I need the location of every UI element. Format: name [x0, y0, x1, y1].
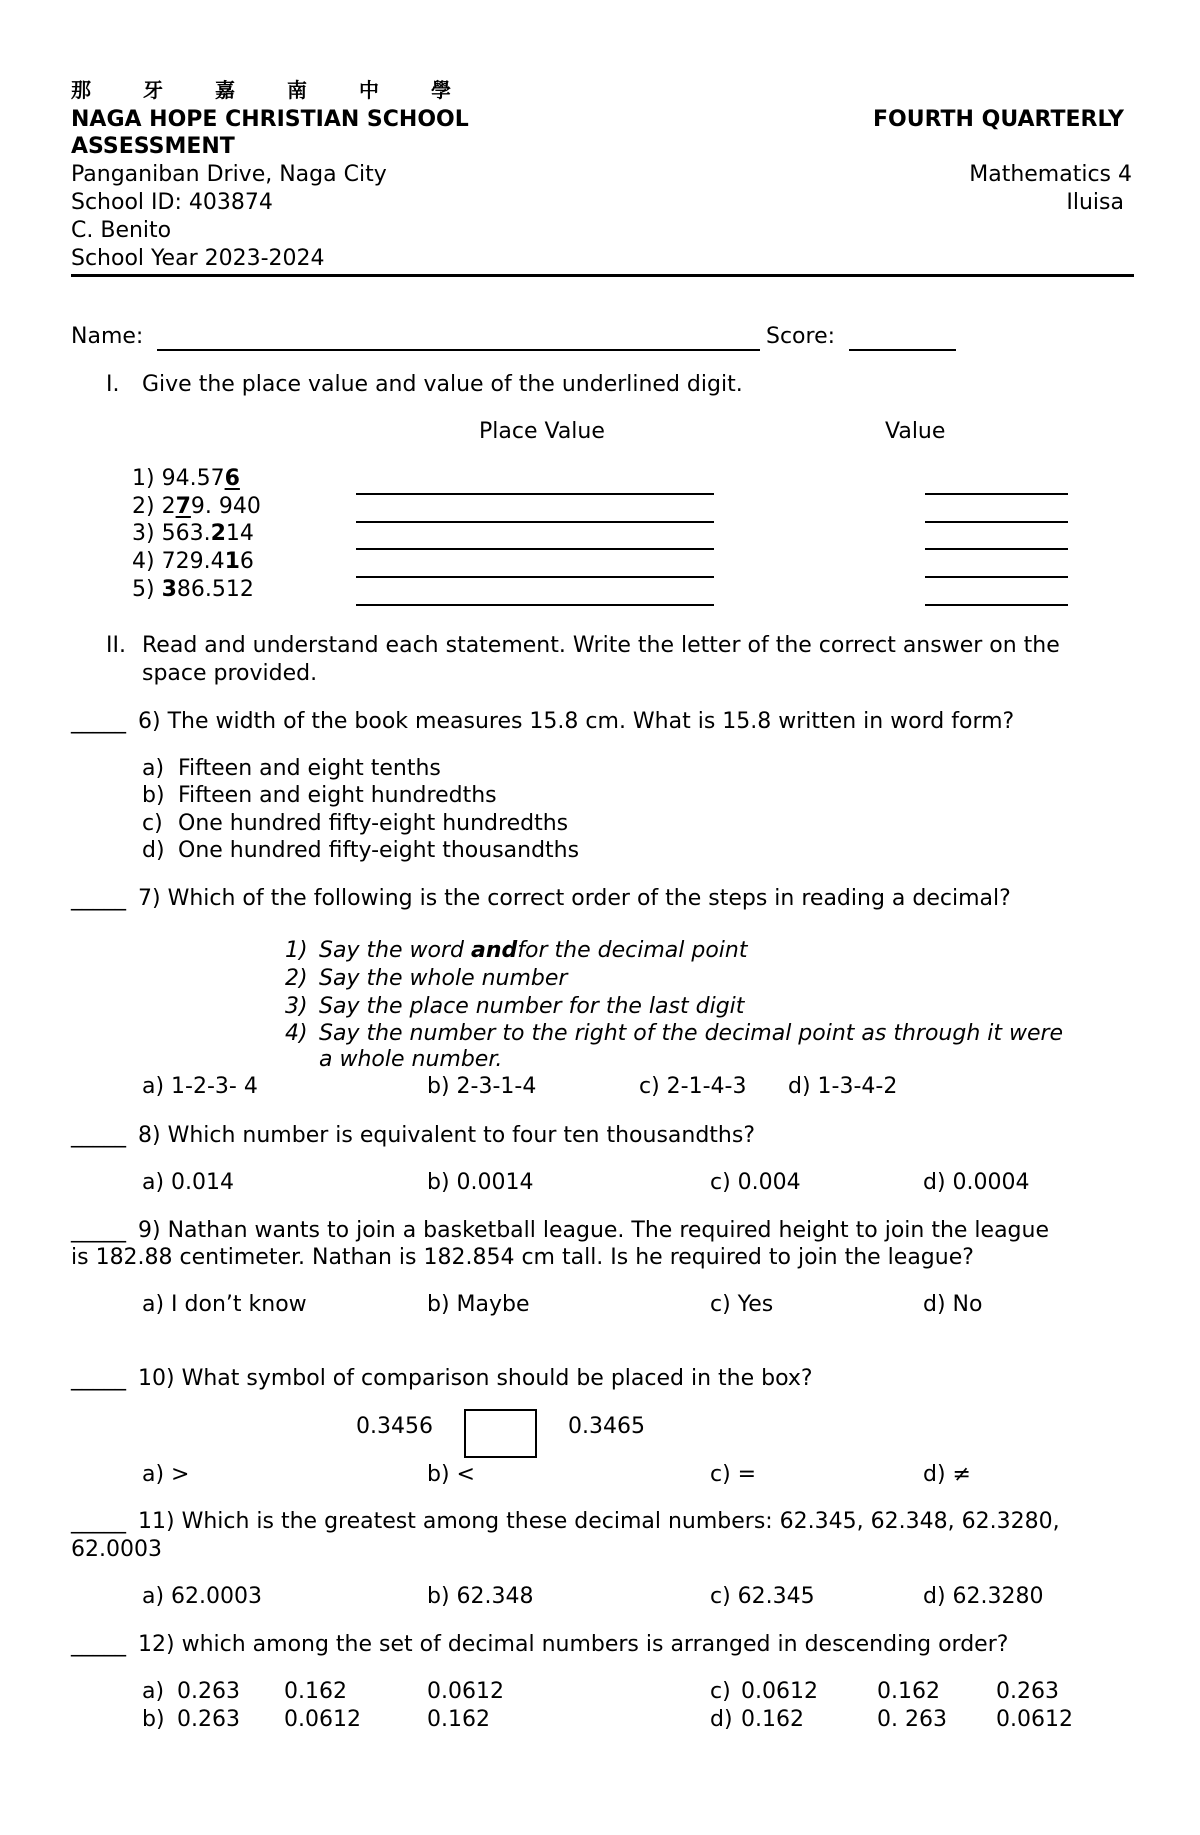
- option-text: One hundred fifty-eight hundredths: [178, 811, 569, 836]
- item-number: 4): [132, 549, 155, 574]
- q12-answer-blank[interactable]: _____: [71, 1632, 126, 1657]
- q9-text-cont: is 182.88 centimeter. Nathan is 182.854 cm tall. Is he required to join the league?: [71, 1245, 974, 1270]
- subject: Mathematics 4: [969, 162, 1132, 187]
- option-letter: c): [710, 1679, 731, 1704]
- step-text: Say the number to the right of the decimal point as through it were: [319, 1021, 1064, 1046]
- quarter-label: FOURTH QUARTERLY: [873, 107, 1124, 132]
- q7-option-c: c) 2-1-4-3: [639, 1074, 747, 1099]
- score-field[interactable]: [849, 349, 956, 351]
- option-value: 0.263: [177, 1707, 240, 1732]
- step-number: 1): [285, 938, 308, 963]
- option-value: 0.162: [741, 1707, 804, 1732]
- school-year: School Year 2023-2024: [71, 246, 325, 271]
- place-value-header: Place Value: [479, 419, 605, 444]
- value-blank[interactable]: [925, 576, 1068, 578]
- step-number: 3): [285, 994, 308, 1019]
- place-value-blank[interactable]: [356, 604, 714, 606]
- q9-answer-blank[interactable]: _____: [71, 1218, 126, 1243]
- chinese-char: 南: [287, 78, 307, 102]
- q7-step-continued: a whole number.: [319, 1047, 503, 1072]
- q7-option-a: a) 1-2-3- 4: [142, 1074, 258, 1099]
- part2-instruction-cont: space provided.: [142, 661, 318, 686]
- item-number: 5): [132, 577, 155, 602]
- q10-left-value: 0.3456: [356, 1414, 433, 1439]
- q7-option-b: b) 2-3-1-4: [427, 1074, 537, 1099]
- list-item: [132, 520, 254, 548]
- chinese-char: 嘉: [215, 78, 235, 102]
- value-blank[interactable]: [925, 604, 1068, 606]
- step-number: 4): [285, 1021, 308, 1046]
- option-value: 0.162: [877, 1679, 940, 1704]
- item-number: 3): [132, 521, 155, 546]
- q12-text: 12) which among the set of decimal numbers is arranged in descending order?: [138, 1632, 1009, 1657]
- q7-step: [285, 965, 568, 993]
- part2-numeral: II.: [106, 633, 126, 658]
- list-item: [132, 493, 261, 521]
- assessment-label: ASSESSMENT: [71, 134, 235, 159]
- q11-option-a: a) 62.0003: [142, 1584, 263, 1609]
- q7-step: [285, 937, 748, 965]
- part2-instruction: Read and understand each statement. Write the letter of the correct answer on the: [142, 633, 1060, 658]
- chinese-char: 學: [431, 78, 451, 102]
- q9-option-b: b) Maybe: [427, 1292, 530, 1317]
- name-field[interactable]: [157, 349, 760, 351]
- chinese-char: 那: [71, 78, 91, 102]
- option-value: 0.0612: [284, 1707, 361, 1732]
- step-text: Say the word: [319, 938, 472, 963]
- q12-option-d: [710, 1706, 1073, 1734]
- school-name: NAGA HOPE CHRISTIAN SCHOOL: [71, 107, 469, 132]
- underlined-digit: 7: [175, 494, 191, 519]
- step-emphasis: and: [471, 938, 518, 963]
- q11-option-b: b) 62.348: [427, 1584, 534, 1609]
- q7-step: [285, 1020, 1064, 1048]
- place-value-blank[interactable]: [356, 493, 714, 495]
- q10-option-b: b) <: [427, 1462, 475, 1487]
- q9-text: 9) Nathan wants to join a basketball league. The required height to join the league: [138, 1218, 1049, 1243]
- name-label: Name:: [71, 324, 144, 349]
- q7-step: [285, 993, 745, 1021]
- step-number: 2): [285, 966, 308, 991]
- step-text-post: for the decimal point: [517, 938, 748, 963]
- item-post: 86.512: [176, 577, 254, 602]
- q6-text: 6) The width of the book measures 15.8 cm. What is 15.8 written in word form?: [138, 709, 1015, 734]
- option-text: Fifteen and eight tenths: [178, 756, 441, 781]
- q9-option-d: d) No: [923, 1292, 983, 1317]
- place-value-blank[interactable]: [356, 521, 714, 523]
- q12-option-a: [142, 1678, 504, 1706]
- chinese-school-name: [71, 76, 503, 105]
- bold-digit: 2: [210, 521, 226, 546]
- q11-text: 11) Which is the greatest among these decimal numbers: 62.345, 62.348, 62.3280,: [138, 1509, 1060, 1534]
- q8-text: 8) Which number is equivalent to four ten thousandths?: [138, 1123, 755, 1148]
- option-value: 0.0612: [996, 1707, 1073, 1732]
- item-number: 2): [132, 494, 155, 519]
- step-text: Say the place number for the last digit: [319, 994, 745, 1019]
- q6-option: [142, 837, 580, 865]
- q10-right-value: 0.3465: [568, 1414, 645, 1439]
- underlined-digit: 6: [224, 466, 240, 491]
- q8-answer-blank[interactable]: _____: [71, 1123, 126, 1148]
- value-header: Value: [885, 419, 946, 444]
- school-address: Panganiban Drive, Naga City: [71, 162, 387, 187]
- option-value: 0.0612: [741, 1679, 818, 1704]
- q8-option-d: d) 0.0004: [923, 1170, 1030, 1195]
- q7-option-d: d) 1-3-4-2: [788, 1074, 898, 1099]
- q11-text-cont: 62.0003: [71, 1537, 162, 1562]
- chinese-char: 中: [359, 78, 379, 102]
- q10-text: 10) What symbol of comparison should be placed in the box?: [138, 1366, 813, 1391]
- option-value: 0.162: [284, 1679, 347, 1704]
- q6-answer-blank[interactable]: _____: [71, 709, 126, 734]
- q11-answer-blank[interactable]: _____: [71, 1509, 126, 1534]
- q8-option-b: b) 0.0014: [427, 1170, 534, 1195]
- q8-option-a: a) 0.014: [142, 1170, 235, 1195]
- value-blank[interactable]: [925, 548, 1068, 550]
- q12-option-c: [710, 1678, 1059, 1706]
- item-pre: 2: [161, 494, 176, 519]
- q6-option: [142, 755, 441, 783]
- item-pre: 94.57: [161, 466, 225, 491]
- option-text: Fifteen and eight hundredths: [178, 783, 497, 808]
- q6-option: [142, 782, 497, 810]
- teacher-initial: C. Benito: [71, 218, 172, 243]
- q8-option-c: c) 0.004: [710, 1170, 801, 1195]
- list-item: [132, 576, 254, 604]
- header-divider: [71, 274, 1134, 277]
- bold-digit: 1: [224, 549, 240, 574]
- q11-option-c: c) 62.345: [710, 1584, 815, 1609]
- option-letter: d): [142, 838, 165, 863]
- option-value: 0.0612: [427, 1679, 504, 1704]
- option-text: One hundred fifty-eight thousandths: [178, 838, 580, 863]
- item-pre: 729.4: [161, 549, 225, 574]
- option-value: 0.162: [427, 1707, 490, 1732]
- option-letter: d): [710, 1707, 733, 1732]
- q10-option-a: a) >: [142, 1462, 190, 1487]
- q10-option-d: d) ≠: [923, 1462, 971, 1487]
- comparison-box[interactable]: [464, 1409, 537, 1458]
- q7-answer-blank[interactable]: _____: [71, 886, 126, 911]
- item-pre: 563.: [161, 521, 211, 546]
- bold-digit: 3: [161, 577, 177, 602]
- teacher-name: Iluisa: [1066, 190, 1124, 215]
- part1-numeral: I.: [106, 372, 120, 397]
- list-item: [132, 548, 254, 576]
- value-blank[interactable]: [925, 521, 1068, 523]
- q9-option-a: a) I don’t know: [142, 1292, 307, 1317]
- q11-option-d: d) 62.3280: [923, 1584, 1044, 1609]
- school-id: School ID: 403874: [71, 190, 273, 215]
- score-label: Score:: [766, 324, 836, 349]
- q7-text: 7) Which of the following is the correct order of the steps in reading a decimal?: [138, 886, 1011, 911]
- option-letter: c): [142, 811, 163, 836]
- part1-instruction: Give the place value and value of the underlined digit.: [142, 372, 743, 397]
- chinese-char: 牙: [143, 78, 163, 102]
- value-blank[interactable]: [925, 493, 1068, 495]
- item-number: 1): [132, 466, 155, 491]
- option-value: 0.263: [996, 1679, 1059, 1704]
- q9-option-c: c) Yes: [710, 1292, 774, 1317]
- place-value-blank[interactable]: [356, 548, 714, 550]
- option-value: 0.263: [177, 1679, 240, 1704]
- option-letter: a): [142, 1679, 165, 1704]
- q12-option-b: [142, 1706, 490, 1734]
- option-letter: a): [142, 756, 165, 781]
- q6-option: [142, 810, 569, 838]
- item-post: 9. 940: [190, 494, 261, 519]
- step-text: Say the whole number: [319, 966, 568, 991]
- item-post: 6: [239, 549, 254, 574]
- q10-answer-blank[interactable]: _____: [71, 1366, 126, 1391]
- place-value-blank[interactable]: [356, 576, 714, 578]
- option-letter: b): [142, 1707, 165, 1732]
- q10-option-c: c) =: [710, 1462, 757, 1487]
- item-post: 14: [225, 521, 254, 546]
- option-value: 0. 263: [877, 1707, 947, 1732]
- list-item: [132, 465, 240, 493]
- option-letter: b): [142, 783, 165, 808]
